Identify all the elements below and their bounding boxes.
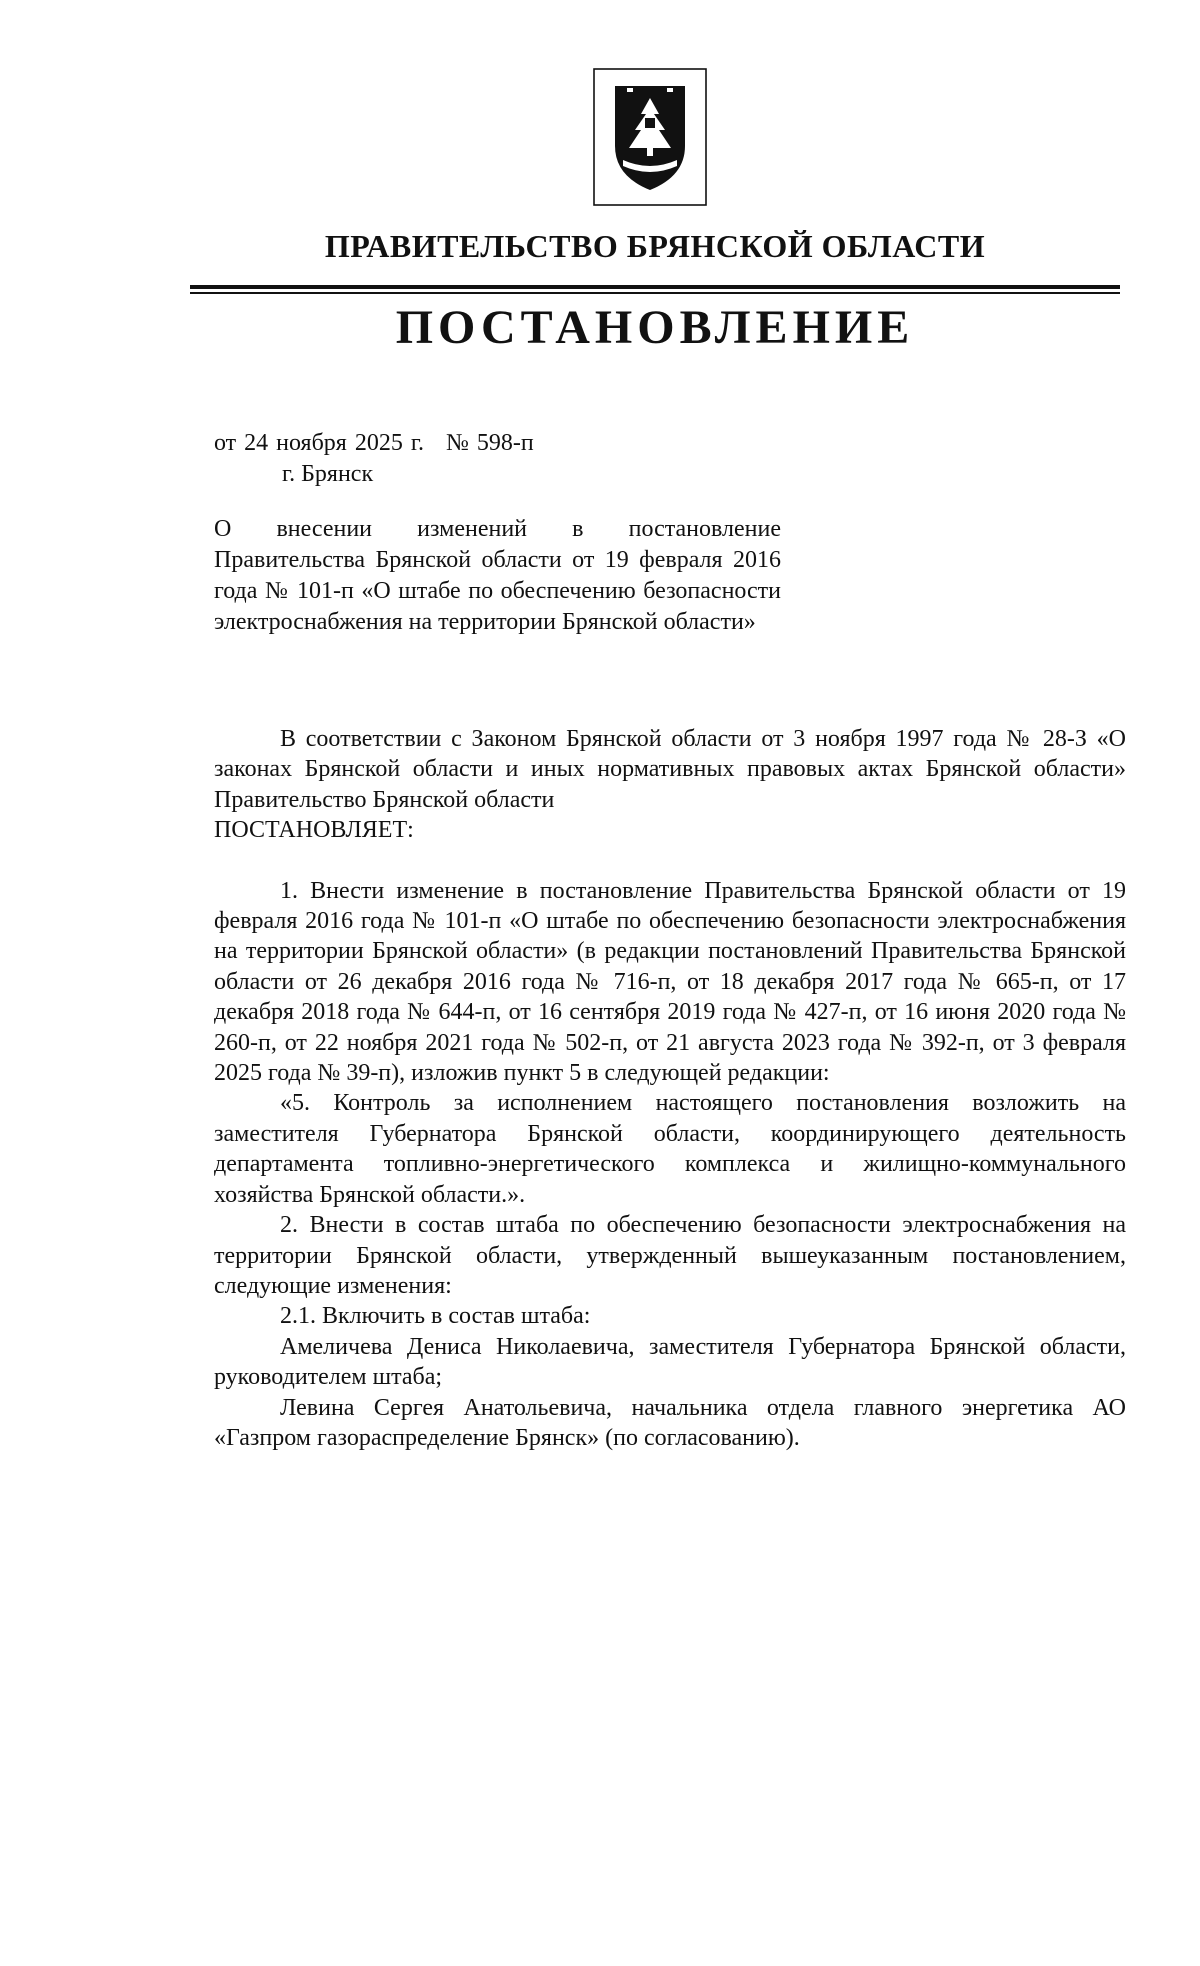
organization-title: ПРАВИТЕЛЬСТВО БРЯНСКОЙ ОБЛАСТИ [324, 228, 986, 264]
item-1-quote-paragraph: «5. Контроль за исполнением настоящего постановления возложить на заместителя Губернатора Брянской области, координирующего деятельность департамента топливно-энергетического комплекса и жилищно-коммунального хозяйства Брянской области.». [214, 1090, 1126, 1208]
item-2-paragraph: 2. Внести в состав штаба по обеспечению безопасности электроснабжения на территории Брянской области, утвержденный вышеуказанным постановлением, следующие изменения: [214, 1212, 1126, 1299]
preamble-paragraph: В соответствии с Законом Брянской области от 3 ноября 1997 года № 28-З «О законах Брянской области и иных нормативных правовых актах Брянской области» Правительство Брянской области [214, 726, 1126, 813]
person-1-paragraph: Амеличева Дениса Николаевича, заместителя Губернатора Брянской области, руководителем штаба; [214, 1333, 1126, 1391]
number-sign: № [445, 430, 469, 456]
document-body [214, 724, 1126, 1453]
header-divider-thick [190, 285, 1120, 289]
person-2-paragraph: Левина Сергея Анатольевича, начальника отдела главного энергетика АО «Газпром газораспределение Брянск» (по согласованию). [214, 1394, 1126, 1451]
item-2-1-paragraph: 2.1. Включить в состав штаба: [280, 1303, 591, 1330]
document-date: 24 ноября 2025 г. [244, 430, 424, 456]
document-subject: О внесении изменений в постановление Правительства Брянской области от 19 февраля 2016 года № 101-п «О штабе по обеспечению безопасности электроснабжения на территории Брянской области» [214, 516, 781, 635]
document-number: 598-п [476, 430, 534, 456]
item-1-paragraph: 1. Внести изменение в постановление Правительства Брянской области от 19 февраля 2016 года № 101-п «О штабе по обеспечению безопасности электроснабжения на территории Брянской области» (в редакции постановлений Правительства Брянской области от 26 декабря 2016 года № 716-п, от 18 декабря 2017 года № 665-п, от 17 декабря 2018 года № 644-п, от 16 сентября 2019 года № 427-п, от 16 июня 2020 года № 260-п, от 22 ноября 2021 года № 502-п, от 21 августа 2023 года № 392-п, от 3 февраля 2025 года № 39-п), изложив пункт 5 в следующей редакции: [214, 877, 1126, 1087]
document-city: г. Брянск [282, 461, 374, 487]
header-divider-thin [190, 292, 1120, 294]
document-type-title: ПОСТАНОВЛЕНИЕ [395, 301, 915, 354]
date-prefix: от [214, 430, 237, 456]
document-date-line [214, 430, 534, 457]
coat-of-arms-emblem [593, 68, 707, 206]
resolves-label: ПОСТАНОВЛЯЕТ: [214, 817, 414, 844]
